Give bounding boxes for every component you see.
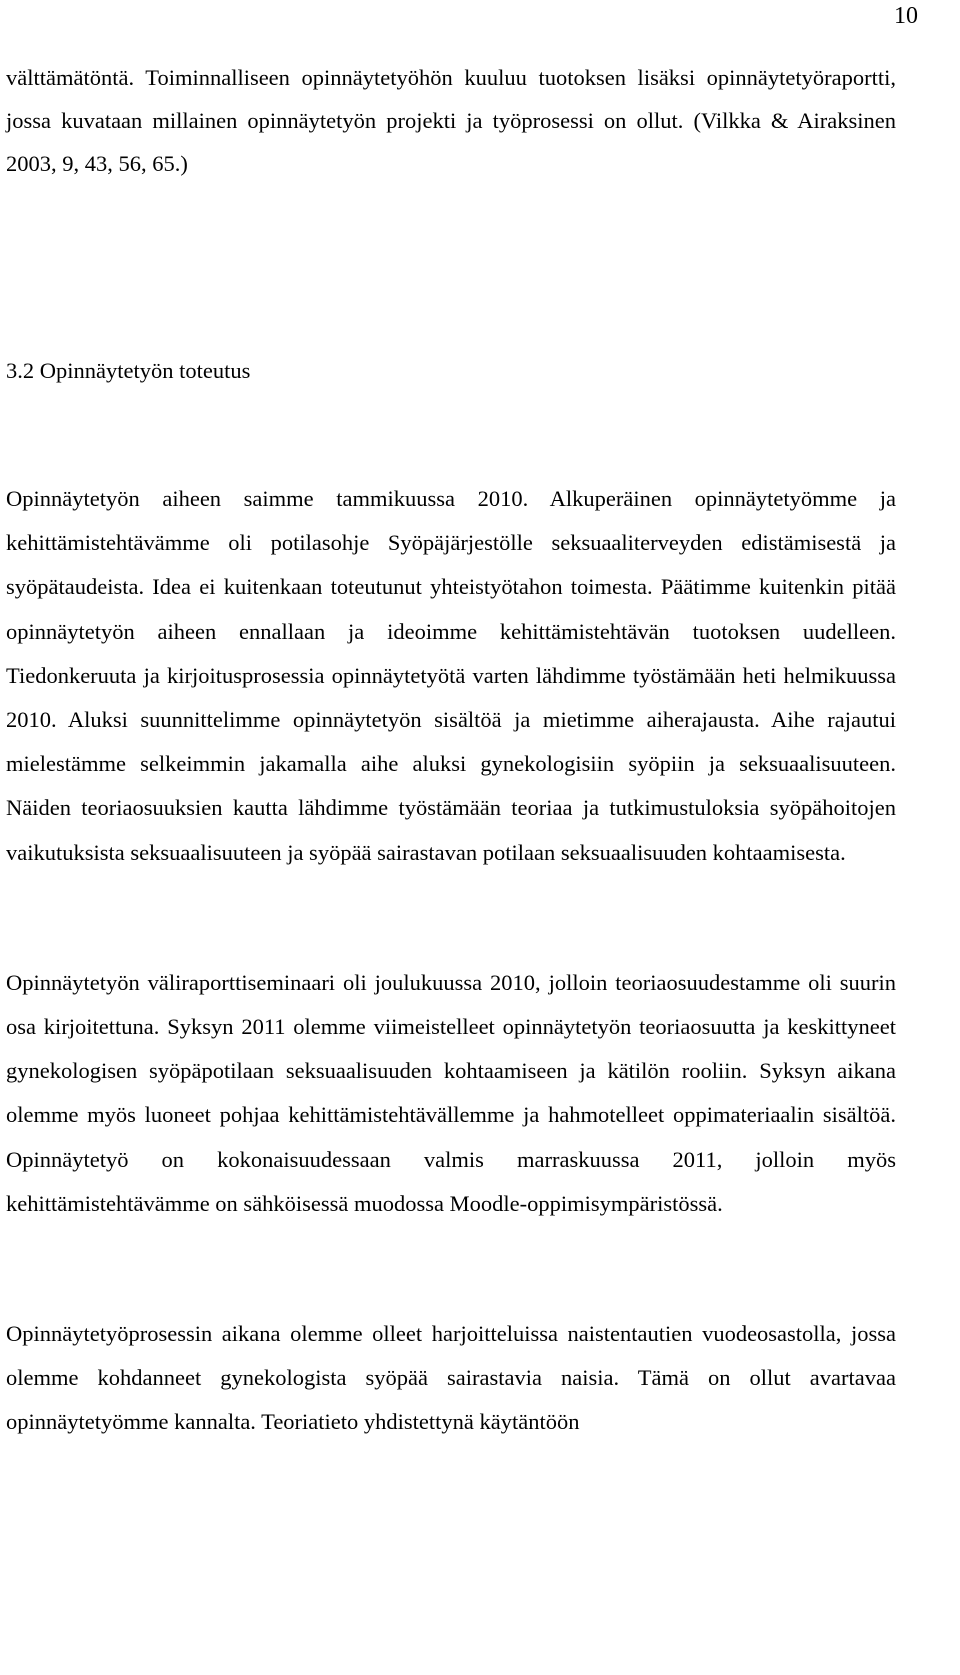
paragraph-implementation: Opinnäytetyön aiheen saimme tammikuussa 2010. Alkuperäinen opinnäytetyömme ja kehittämistehtävämme oli potilasohje Syöpäjärjestölle seksuaaliterveyden edistämisestä ja syöpätaudeista. Idea ei kuitenkaan toteutunut yhteistyötahon toimesta. Päätimme kuitenkin pitää opinnäytetyön aiheen ennallaan ja ideoimme kehittämistehtävän tuotoksen uudelleen. Tiedonkeruuta ja kirjoitusprosessia opinnäytetyötä varten lähdimme työstämään heti helmikuussa 2010. Aluksi suunnittelimme opinnäytetyön sisältöä ja mietimme aiherajausta. Aihe rajautui mielestämme selkeimmin jakamalla aihe aluksi gynekologisiin syöpiin ja seksuaalisuuteen. Näiden teoriaosuuksien kautta lähdimme työstämään teoriaa ja tutkimustuloksia syöpähoitojen vaikutuksista seksuaalisuuteen ja syöpää sairastavan potilaan seksuaalisuuden kohtaamisesta. xyxy=(6,486,896,865)
spacer xyxy=(6,393,896,477)
spacer xyxy=(6,875,896,961)
document-body xyxy=(6,56,896,1445)
paragraph-continuation: välttämätöntä. Toiminnalliseen opinnäytetyöhön kuuluu tuotoksen lisäksi opinnäytetyöraportti, jossa kuvataan millainen opinnäytetyön projekti ja työprosessi on ollut. (Vilkka & Airaksinen 2003, 9, 43, 56, 65.) xyxy=(6,65,896,176)
page-number: 10 xyxy=(894,3,918,29)
spacer xyxy=(6,185,896,349)
paragraph-seminar: Opinnäytetyön väliraporttiseminaari oli joulukuussa 2010, jolloin teoriaosuudestamme oli suurin osa kirjoitettuna. Syksyn 2011 olemme viimeistelleet opinnäytetyön teoriaosuutta ja keskittyneet gynekologisen syöpäpotilaan seksuaalisuuden kohtaamiseen ja kätilön rooliin. Syksyn aikana olemme myös luoneet pohjaa kehittämistehtävällemme ja hahmotelleet oppimateriaalin sisältöä. Opinnäytetyö on kokonaisuudessaan valmis marraskuussa 2011, jolloin myös kehittämistehtävämme on sähköisessä muodossa Moodle-oppimisympäristössä. xyxy=(6,969,896,1216)
spacer xyxy=(6,1226,896,1312)
paragraph-practice: Opinnäytetyöprosessin aikana olemme olleet harjoitteluissa naistentautien vuodeosastolla, jossa olemme kohdanneet gynekologista syöpää sairastavia naisia. Tämä on ollut avartavaa opinnäytetyömme kannalta. Teoriatieto yhdistettynä käytäntöön xyxy=(6,1321,896,1435)
section-heading: 3.2 Opinnäytetyön toteutus xyxy=(6,358,251,383)
